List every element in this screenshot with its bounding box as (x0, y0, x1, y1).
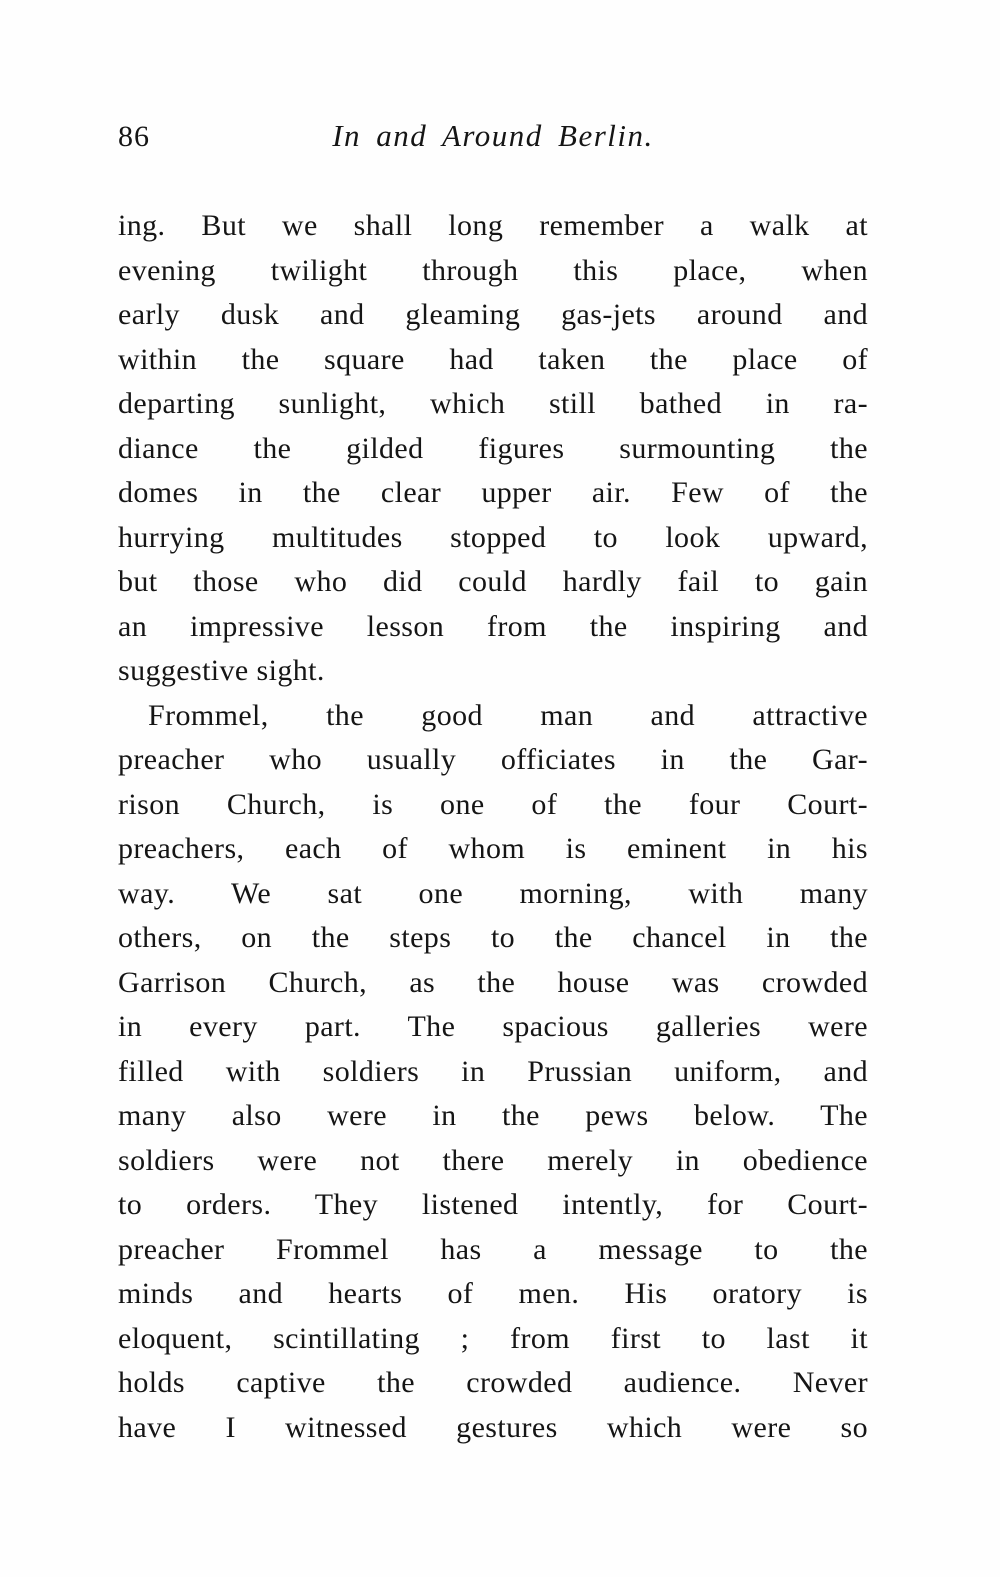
text-line: way. We sat one morning, with many (118, 876, 868, 910)
paragraph (118, 694, 868, 1451)
text-line: Frommel, the good man and attractive (148, 698, 868, 732)
text-line: preacher who usually officiates in the Gar- (118, 743, 868, 776)
page-number: 86 (118, 120, 150, 153)
paragraph (118, 204, 868, 694)
text-line: domes in the clear upper air. Few of the (118, 476, 868, 509)
running-header (118, 118, 868, 168)
body-text (118, 204, 868, 1450)
text-line: departing sunlight, which still bathed in ra- (118, 387, 868, 420)
text-line: others, on the steps to the chancel in the (118, 921, 868, 954)
text-line: to orders. They listened intently, for Court- (118, 1188, 868, 1221)
text-line: hurrying multitudes stopped to look upward, (118, 520, 868, 554)
text-line: evening twilight through this place, when (118, 253, 868, 287)
text-line: soldiers were not there merely in obedience (118, 1143, 868, 1177)
text-line: suggestive sight. (118, 654, 325, 687)
text-line: preachers, each of whom is eminent in his (118, 832, 868, 865)
text-line: ing. But we shall long remember a walk at (118, 209, 868, 242)
text-line: rison Church, is one of the four Court- (118, 787, 868, 821)
text-line: diance the gilded figures surmounting the (118, 431, 868, 465)
text-line: Garrison Church, as the house was crowded (118, 965, 868, 999)
text-line: preacher Frommel has a message to the (118, 1232, 868, 1266)
text-line: filled with soldiers in Prussian uniform, and (118, 1054, 868, 1088)
text-line: eloquent, scintillating ; from first to last it (118, 1321, 868, 1355)
text-line: in every part. The spacious galleries were (118, 1010, 868, 1043)
text-line: an impressive lesson from the inspiring and (118, 609, 868, 643)
text-line: many also were in the pews below. The (118, 1099, 868, 1132)
text-line: but those who did could hardly fail to gain (118, 565, 868, 598)
running-header-title: In and Around Berlin. (332, 118, 654, 153)
text-line: early dusk and gleaming gas-jets around and (118, 298, 868, 331)
text-line: holds captive the crowded audience. Never (118, 1366, 868, 1399)
text-line: within the square had taken the place of (118, 342, 868, 376)
text-line: minds and hearts of men. His oratory is (118, 1277, 868, 1310)
text-line: have I witnessed gestures which were so (118, 1410, 868, 1444)
